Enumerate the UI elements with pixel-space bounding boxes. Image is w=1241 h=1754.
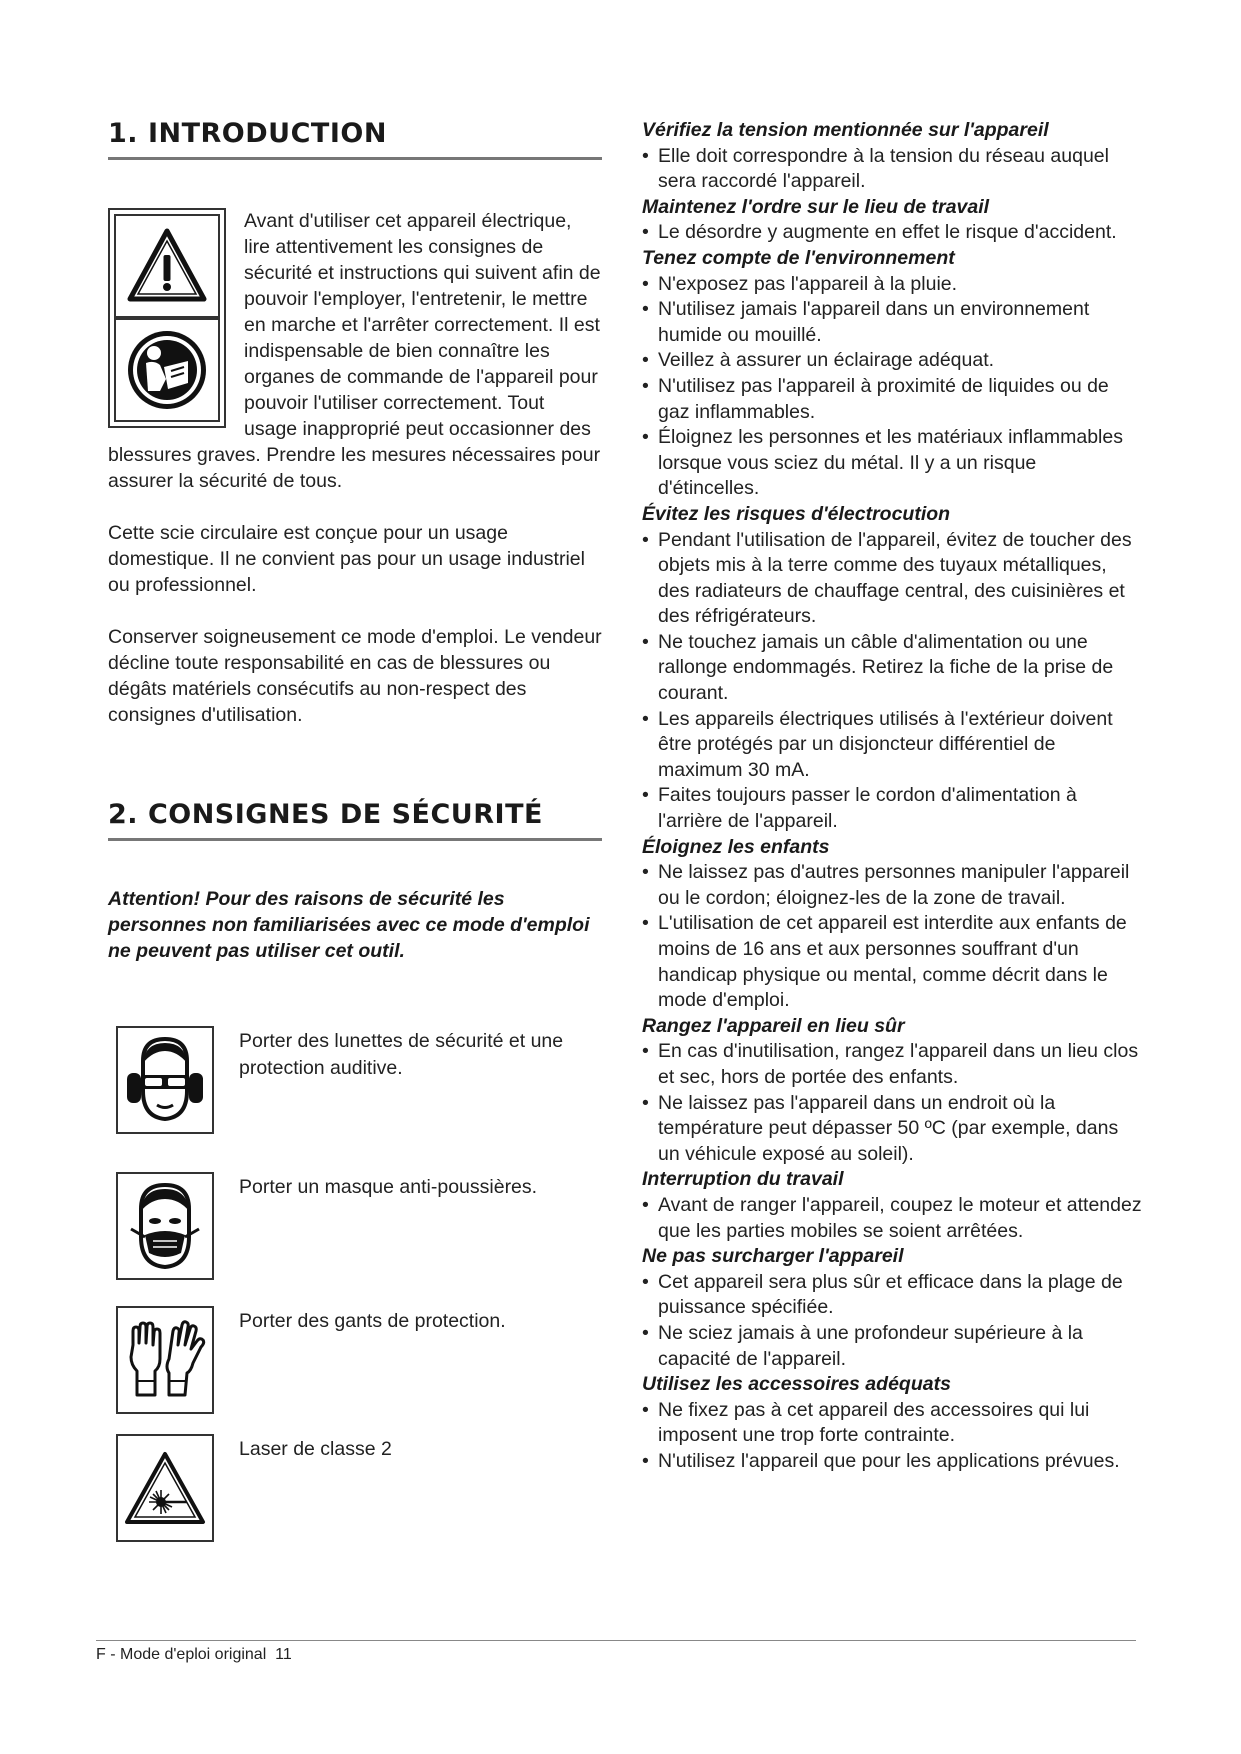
rule-section <box>642 195 1142 246</box>
rule-section <box>642 118 1142 195</box>
laser-warning-icon <box>116 1434 214 1542</box>
pictogram-row-gloves <box>108 1306 602 1416</box>
rule-item: • Les appareils électriques utilisés à l'extérieur doivent être protégés par un disjoncteur différentiel de maximum 30 mA. <box>642 707 1142 784</box>
intro-paragraph-1: Avant d'utiliser cet appareil électrique, lire attentivement les consignes de sécurité et instructions qui suivent afin de pouvoir l'employer, l'entretenir, le mettre en marche et l'arrêter correctement. Il est indispensable de bien connaître les organes de commande de l'appareil pour pouvoir l'utiliser correctement. Tout usage inapproprié peut occasionner des blessures graves. Prendre les mesures nécessaires pour assurer la sécurité de tous. <box>108 210 601 492</box>
intro-paragraph-2: Cette scie circulaire est conçue pour un usage domestique. Il ne convient pas pour un usage industriel ou professionnel. <box>108 522 585 596</box>
pictogram-row-mask <box>108 1172 602 1282</box>
rule-section <box>642 1014 1142 1168</box>
rule-item: • En cas d'inutilisation, rangez l'appareil dans un lieu clos et sec, hors de portée des enfants. <box>642 1039 1142 1090</box>
read-manual-icon <box>114 318 220 422</box>
left-column <box>108 118 602 1460</box>
rule-title: Maintenez l'ordre sur le lieu de travail <box>642 195 990 218</box>
rule-item: • Ne laissez pas l'appareil dans un endroit où la température peut dépasser 50 ºC (par exemple, dans un véhicule exposé au soleil). <box>642 1091 1142 1168</box>
rule-title: Éloignez les enfants <box>642 835 830 858</box>
pictogram-text: Laser de classe 2 <box>239 1438 392 1460</box>
rule-item: • N'utilisez jamais l'appareil dans un environnement humide ou mouillé. <box>642 297 1142 348</box>
rule-item: • Veillez à assurer un éclairage adéquat. <box>642 348 1142 374</box>
rule-item: • Avant de ranger l'appareil, coupez le moteur et attendez que les parties mobiles se soient arrêtées. <box>642 1193 1142 1244</box>
intro-paragraph-3: Conserver soigneusement ce mode d'emploi. Le vendeur décline toute responsabilité en cas de blessures ou dégâts matériels consécutifs au non-respect des consignes d'utilisation. <box>108 626 602 726</box>
rule-item: • N'utilisez l'appareil que pour les applications prévues. <box>642 1449 1142 1475</box>
rule-item: • Le désordre y augmente en effet le risque d'accident. <box>642 220 1142 246</box>
intro-block <box>108 208 602 728</box>
rule-item: • Elle doit correspondre à la tension du réseau auquel sera raccordé l'appareil. <box>642 144 1142 195</box>
rule-title: Vérifiez la tension mentionnée sur l'appareil <box>642 119 1049 141</box>
rule-item: • N'exposez pas l'appareil à la pluie. <box>642 272 1142 298</box>
rule-item: • Ne sciez jamais à une profondeur supérieure à la capacité de l'appareil. <box>642 1321 1142 1372</box>
dust-mask-icon <box>116 1172 214 1280</box>
rule-title: Interruption du travail <box>642 1168 844 1191</box>
goggles-earmuffs-icon <box>116 1026 214 1134</box>
rule-item: • N'utilisez pas l'appareil à proximité de liquides ou de gaz inflammables. <box>642 374 1142 425</box>
safety-attention-note: Attention! Pour des raisons de sécurité les personnes non familiarisées avec ce mode d'emploi ne peuvent pas utiliser cet outil. <box>108 888 590 962</box>
rule-title: Rangez l'appareil en lieu sûr <box>642 1014 905 1037</box>
pictogram-row-goggles <box>108 1026 602 1136</box>
rule-section <box>642 1372 1142 1474</box>
intro-heading: 1. INTRODUCTION <box>108 118 602 160</box>
rule-section <box>642 835 1142 1014</box>
rule-item: • Cet appareil sera plus sûr et efficace dans la plage de puissance spécifiée. <box>642 1270 1142 1321</box>
safety-heading: 2. CONSIGNES DE SÉCURITÉ <box>108 799 602 841</box>
rule-section <box>642 1244 1142 1372</box>
rule-item: • Ne laissez pas d'autres personnes manipuler l'appareil ou le cordon; éloignez-les de la zone de travail. <box>642 860 1142 911</box>
pictogram-text: Porter des lunettes de sécurité et une protection auditive. <box>239 1030 564 1079</box>
rule-title: Évitez les risques d'électrocution <box>642 502 951 525</box>
right-column <box>642 118 1142 1474</box>
rule-item: • Pendant l'utilisation de l'appareil, évitez de toucher des objets mis à la terre comme des tuyaux métalliques, des radiateurs de chauffage central, des cuisinières et des réfrigérateurs. <box>642 528 1142 630</box>
rule-item: • Faites toujours passer le cordon d'alimentation à l'arrière de l'appareil. <box>642 783 1142 834</box>
pictogram-text: Porter des gants de protection. <box>239 1310 506 1332</box>
rule-item: • Ne touchez jamais un câble d'alimentation ou une rallonge endommagés. Retirez la fiche de la prise de courant. <box>642 630 1142 707</box>
rule-item: • L'utilisation de cet appareil est interdite aux enfants de moins de 16 ans et aux personnes souffrant d'un handicap physique ou mental, comme décrit dans le mode d'emploi. <box>642 911 1142 1013</box>
warning-triangle-icon <box>114 214 220 318</box>
page-footer <box>96 1646 292 1664</box>
rule-title: Utilisez les accessoires adéquats <box>642 1373 951 1396</box>
rule-title: Tenez compte de l'environnement <box>642 246 955 269</box>
pictogram-row-laser <box>108 1434 602 1544</box>
pictogram-text: Porter un masque anti-poussières. <box>239 1176 538 1198</box>
footer-text: F - Mode d'eploi original <box>96 1646 267 1663</box>
rule-section <box>642 1167 1142 1244</box>
intro-pictogram-panel <box>108 208 226 428</box>
rule-section <box>642 246 1142 502</box>
rule-item: • Éloignez les personnes et les matériaux inflammables lorsque vous sciez du métal. Il y a un risque d'étincelles. <box>642 425 1142 502</box>
rule-item: • Ne fixez pas à cet appareil des accessoires qui lui imposent une trop forte contrainte. <box>642 1398 1142 1449</box>
gloves-icon <box>116 1306 214 1414</box>
rule-section <box>642 502 1142 835</box>
footer-divider <box>96 1640 1136 1641</box>
page-number: 11 <box>275 1646 292 1663</box>
rule-title: Ne pas surcharger l'appareil <box>642 1245 904 1268</box>
